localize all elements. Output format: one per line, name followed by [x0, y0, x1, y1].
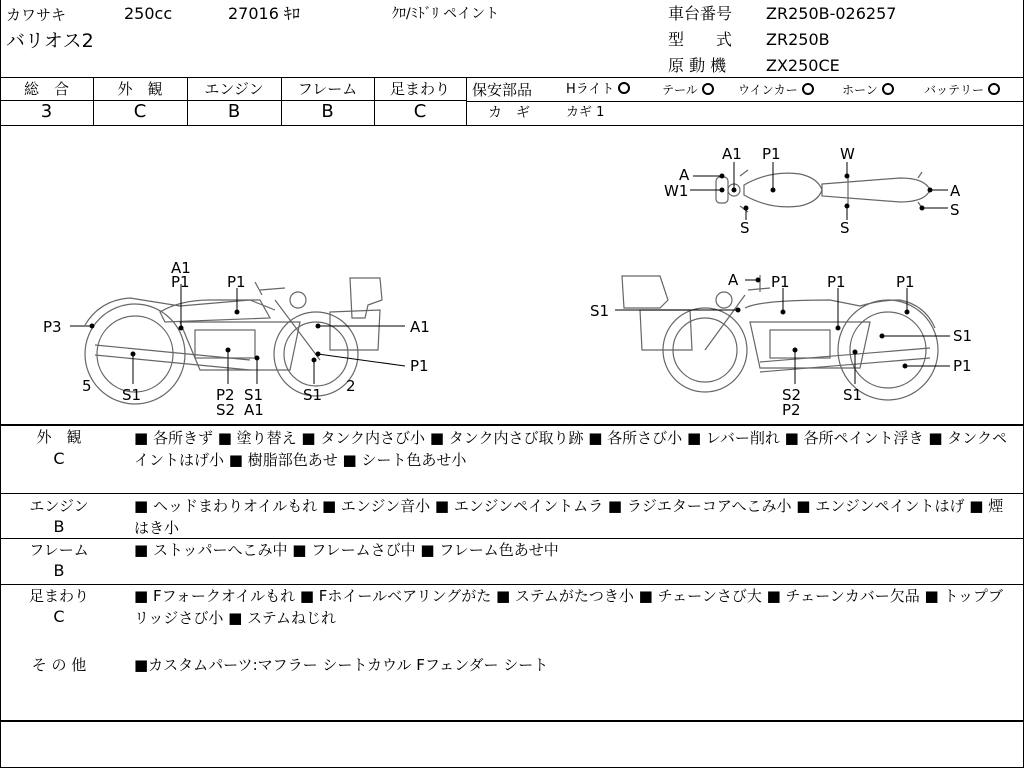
diagram-label: P1 [771, 273, 790, 291]
detail-other-label: そ の 他 [31, 656, 87, 674]
detail-suspension-grade: C [53, 607, 65, 626]
diagram-label: S1 [590, 302, 610, 320]
diagram-label: S1 [953, 327, 973, 345]
diagram-label: S1 [843, 386, 863, 404]
key-value: カギ 1 [566, 105, 605, 120]
suspension-label: 足まわり [389, 80, 450, 98]
diagram-label: S [840, 219, 850, 237]
diagram-label: W1 [664, 182, 689, 200]
engine-label: エンジン [204, 80, 264, 98]
diagram-label: P2 [782, 401, 801, 419]
diagram-label: P1 [896, 273, 915, 291]
detail-exterior-text: ■ 各所きず ■ 塗り替え ■ タンク内さび小 ■ タンク内さび取り跡 ■ 各所さび小 ■ レバー削れ ■ 各所ペイント浮き ■ タンクペイントはげ小 ■ 樹脂部色あせ ■ シート色あせ小 [134, 429, 1007, 469]
key-label: カ ギ [488, 105, 530, 121]
engine-score: B [227, 101, 241, 122]
diagram-label: S1 [244, 386, 264, 404]
mileage: 27016 ｷﾛ [228, 4, 300, 23]
detail-other-text: ■カスタムパーツ:マフラー シートカウル Fフェンダー シート [134, 656, 549, 674]
diagram-label: A1 [410, 318, 430, 336]
diagram-label: P1 [171, 273, 190, 291]
diagram-label: P1 [827, 273, 846, 291]
engine-type-label: 原 動 機 [668, 56, 727, 75]
frame-score: B [321, 101, 334, 122]
overall-score: 3 [40, 101, 53, 122]
frame-no-label: 車台番号 [668, 4, 733, 23]
diagram-label: P1 [227, 273, 246, 291]
diagram-label: S2 [782, 386, 802, 404]
detail-suspension-text: ■ Fフォークオイルもれ ■ Fホイールベアリングがた ■ ステムがたつき小 ■ チェーンさび大 ■ チェーンカバー欠品 ■ トップブリッジさび小 ■ ステムねじれ [134, 587, 1004, 627]
suspension-score: C [413, 101, 427, 122]
displacement: 250cc [124, 4, 173, 23]
detail-frame-label: フレーム [29, 541, 89, 559]
model-name: バリオス2 [6, 30, 94, 52]
type-label: 型 式 [668, 30, 733, 49]
diagram-label: S1 [122, 386, 142, 404]
diagram-label: P3 [43, 318, 62, 336]
horn-label: ホーン [842, 83, 878, 97]
headlight-label: Hライト [566, 82, 615, 97]
battery-label: バッテリー [924, 83, 985, 97]
diagram-label: 2 [346, 377, 356, 395]
detail-engine-text: ■ ヘッドまわりオイルもれ ■ エンジン音小 ■ エンジンペイントムラ ■ ラジエターコアへこみ小 ■ エンジンペイントはげ ■ 煙はき小 [134, 497, 1004, 537]
right-side-drawing [622, 275, 938, 400]
diagram-label: A [679, 166, 690, 184]
exterior-label: 外 観 [117, 80, 163, 98]
detail-frame-grade: B [53, 561, 65, 580]
engine-type: ZX250CE [766, 56, 840, 75]
winker-label: ウインカー [738, 83, 798, 97]
diagram-label: A [728, 271, 739, 289]
diagram-label: S [950, 201, 960, 219]
maker: カワサキ [6, 6, 67, 24]
top-view-drawing [716, 170, 930, 212]
diagram-label: A1 [244, 401, 264, 419]
overall-label: 総 合 [23, 80, 69, 98]
diagram-label: S1 [303, 386, 323, 404]
diagram-label: P1 [953, 357, 972, 375]
safety-label: 保安部品 [472, 81, 533, 99]
diagram-label: 5 [82, 377, 92, 395]
detail-exterior-grade: C [53, 449, 65, 468]
frame-label: フレーム [297, 80, 358, 98]
diagram-label: P2 [216, 386, 235, 404]
diagram-label: W [840, 145, 855, 163]
exterior-score: C [133, 101, 147, 122]
frame-no: ZR250B-026257 [766, 4, 897, 23]
callout-lines [70, 162, 950, 384]
detail-engine-label: エンジン [29, 497, 89, 515]
diagram-label: A1 [171, 259, 191, 277]
diagram-label: S [740, 219, 750, 237]
diagram-label: P1 [410, 357, 429, 375]
detail-suspension-label: 足まわり [28, 587, 89, 605]
detail-frame-text: ■ ストッパーへこみ中 ■ フレームさび中 ■ フレーム色あせ中 [134, 541, 559, 559]
type-value: ZR250B [766, 30, 830, 49]
diagram-label: P1 [762, 145, 781, 163]
tail-label: テール [662, 83, 698, 97]
diagram-label: A1 [722, 145, 742, 163]
diagram-label: S2 [216, 401, 236, 419]
color: ｸﾛ/ﾐﾄﾞﾘ ペイント [392, 6, 500, 22]
detail-engine-grade: B [53, 517, 65, 536]
diagram-label: A [950, 182, 961, 200]
detail-exterior-label: 外 観 [36, 428, 82, 446]
